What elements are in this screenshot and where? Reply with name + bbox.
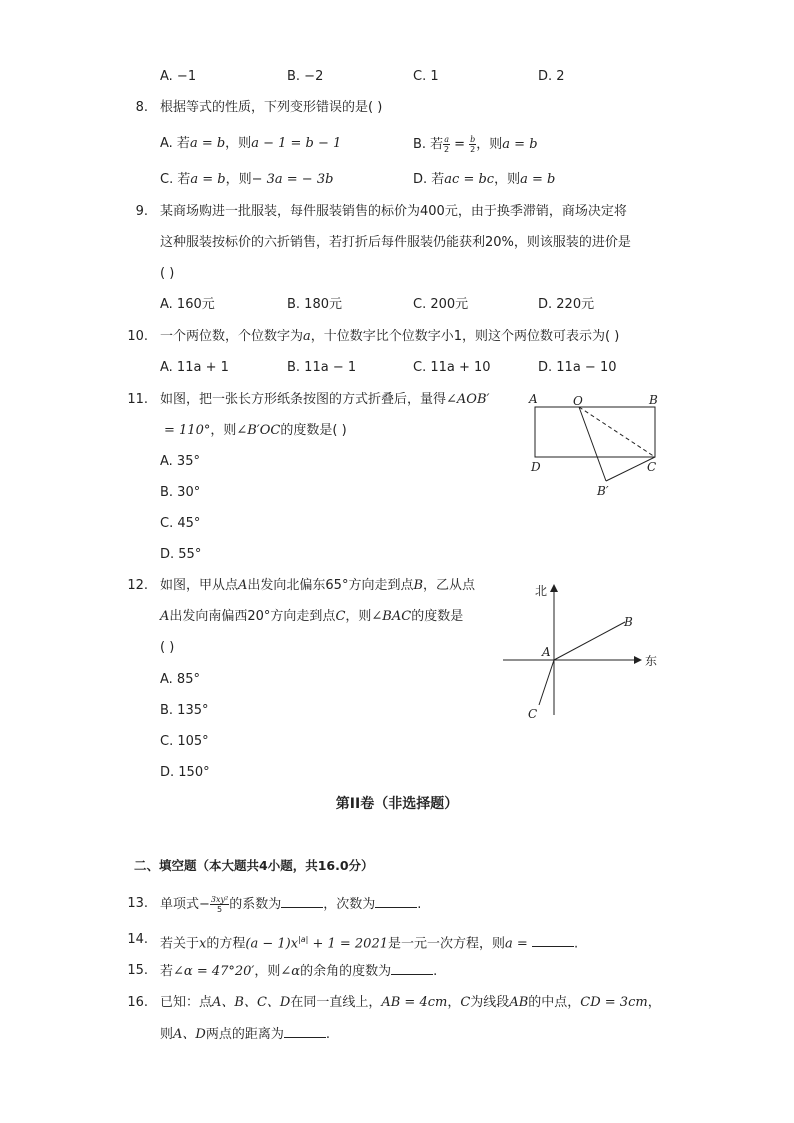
q10-option-d: D. 11a − 10 bbox=[538, 360, 617, 375]
q9-option-a: A. 160元 bbox=[160, 297, 215, 312]
label-b: B bbox=[649, 393, 658, 407]
q7-option-b: B. −2 bbox=[287, 69, 324, 84]
question-line-3: ( ) bbox=[160, 266, 175, 281]
question-line-2: 则A、D两点的距离为 . bbox=[160, 1027, 330, 1042]
question-line-3: ( ) bbox=[160, 640, 175, 655]
question-stem: 单项式− $\frac{\text{3xy²}}{5}$ 的系数为 ，次数为 . bbox=[160, 895, 422, 914]
label-east: 东 bbox=[645, 654, 658, 668]
q8-option-b: B. 若 $\frac{a}{2}$ = $\frac{b}{2}$ ，则a = b bbox=[413, 135, 538, 154]
answer-blank[interactable] bbox=[375, 895, 417, 908]
ray-ab bbox=[554, 622, 625, 660]
part-2-title: 第II卷（非选择题） bbox=[335, 796, 459, 812]
question-line-1: 如图，把一张长方形纸条按图的方式折叠后，量得∠AOB′ bbox=[160, 392, 490, 407]
label-a: A bbox=[542, 645, 551, 659]
label-c: C bbox=[647, 460, 657, 474]
answer-blank[interactable] bbox=[284, 1025, 326, 1038]
q11-option-b: B. 30° bbox=[160, 485, 201, 500]
answer-blank[interactable] bbox=[391, 962, 433, 975]
folded-strip-figure bbox=[520, 385, 670, 505]
q7-option-c: C. 1 bbox=[413, 69, 439, 84]
question-line-1: 如图，甲从点A出发向北偏东65°方向走到点B，乙从点 bbox=[160, 578, 476, 593]
question-stem: 若关于x的方程$(a - 1)x^{|a|} + 1 = 2021$是一元一次方程，则a = . bbox=[160, 935, 579, 952]
question-stem: 一个两位数，个位数字为a，十位数字比个位数字小1，则这个两位数可表示为( ) bbox=[160, 329, 620, 344]
ray-ac bbox=[539, 660, 554, 705]
question-stem: 根据等式的性质，下列变形错误的是( ) bbox=[160, 100, 383, 115]
q8-option-a: A. 若a = b，则a − 1 = b − 1 bbox=[160, 136, 342, 151]
q11-option-c: C. 45° bbox=[160, 516, 201, 531]
question-number: 12. bbox=[127, 578, 148, 593]
label-c: C bbox=[528, 707, 538, 721]
q8-option-d: D. 若ac = bc，则a = b bbox=[413, 172, 556, 187]
q9-option-b: B. 180元 bbox=[287, 297, 342, 312]
question-number: 8. bbox=[135, 100, 148, 115]
question-line-2: = 110°，则∠B′OC的度数是( ) bbox=[164, 423, 347, 438]
question-line-1: 已知：点A、B、C、D在同一直线上，AB = 4cm，C为线段AB的中点，CD = 3cm， bbox=[160, 995, 661, 1010]
q7-option-a: A. −1 bbox=[160, 69, 197, 84]
question-number: 15. bbox=[127, 963, 148, 978]
q12-option-d: D. 150° bbox=[160, 765, 210, 780]
dashed-line-oc bbox=[579, 407, 655, 457]
label-north: 北 bbox=[535, 584, 548, 598]
answer-blank[interactable] bbox=[281, 895, 323, 908]
q12-option-b: B. 135° bbox=[160, 703, 209, 718]
q12-option-c: C. 105° bbox=[160, 734, 209, 749]
answer-blank[interactable] bbox=[532, 934, 574, 947]
label-b-prime: B′ bbox=[597, 484, 609, 498]
question-number: 13. bbox=[127, 896, 148, 911]
question-number: 11. bbox=[127, 392, 148, 407]
q10-option-b: B. 11a − 1 bbox=[287, 360, 357, 375]
label-d: D bbox=[531, 460, 541, 474]
question-line-2: 这种服装按标价的六折销售，若打折后每件服装仍能获利20%，则该服装的进价是 bbox=[160, 235, 631, 250]
label-o: O bbox=[573, 394, 583, 408]
q11-option-a: A. 35° bbox=[160, 454, 200, 469]
compass-figure bbox=[495, 575, 675, 725]
fold-line-ob bbox=[579, 407, 606, 481]
q8-option-c: C. 若a = b，则− 3a = − 3b bbox=[160, 172, 334, 187]
q9-option-c: C. 200元 bbox=[413, 297, 469, 312]
label-a: A bbox=[529, 392, 538, 406]
question-stem: 若∠α = 47°20′，则∠α的余角的度数为 . bbox=[160, 964, 438, 979]
q10-option-c: C. 11a + 10 bbox=[413, 360, 491, 375]
question-line-1: 某商场购进一批服装，每件服装销售的标价为400元，由于换季滞销，商场决定将 bbox=[160, 204, 627, 219]
question-number: 9. bbox=[135, 204, 148, 219]
section-heading: 二、填空题（本大题共4小题，共16.0分） bbox=[134, 858, 374, 873]
q10-option-a: A. 11a + 1 bbox=[160, 360, 229, 375]
question-number: 14. bbox=[127, 932, 148, 947]
q9-option-d: D. 220元 bbox=[538, 297, 595, 312]
question-number: 10. bbox=[127, 329, 148, 344]
question-line-2: A出发向南偏西20°方向走到点C，则∠BAC的度数是 bbox=[160, 609, 464, 624]
label-b: B bbox=[624, 615, 633, 629]
q7-option-d: D. 2 bbox=[538, 69, 565, 84]
q11-option-d: D. 55° bbox=[160, 547, 202, 562]
q12-option-a: A. 85° bbox=[160, 672, 200, 687]
question-number: 16. bbox=[127, 995, 148, 1010]
